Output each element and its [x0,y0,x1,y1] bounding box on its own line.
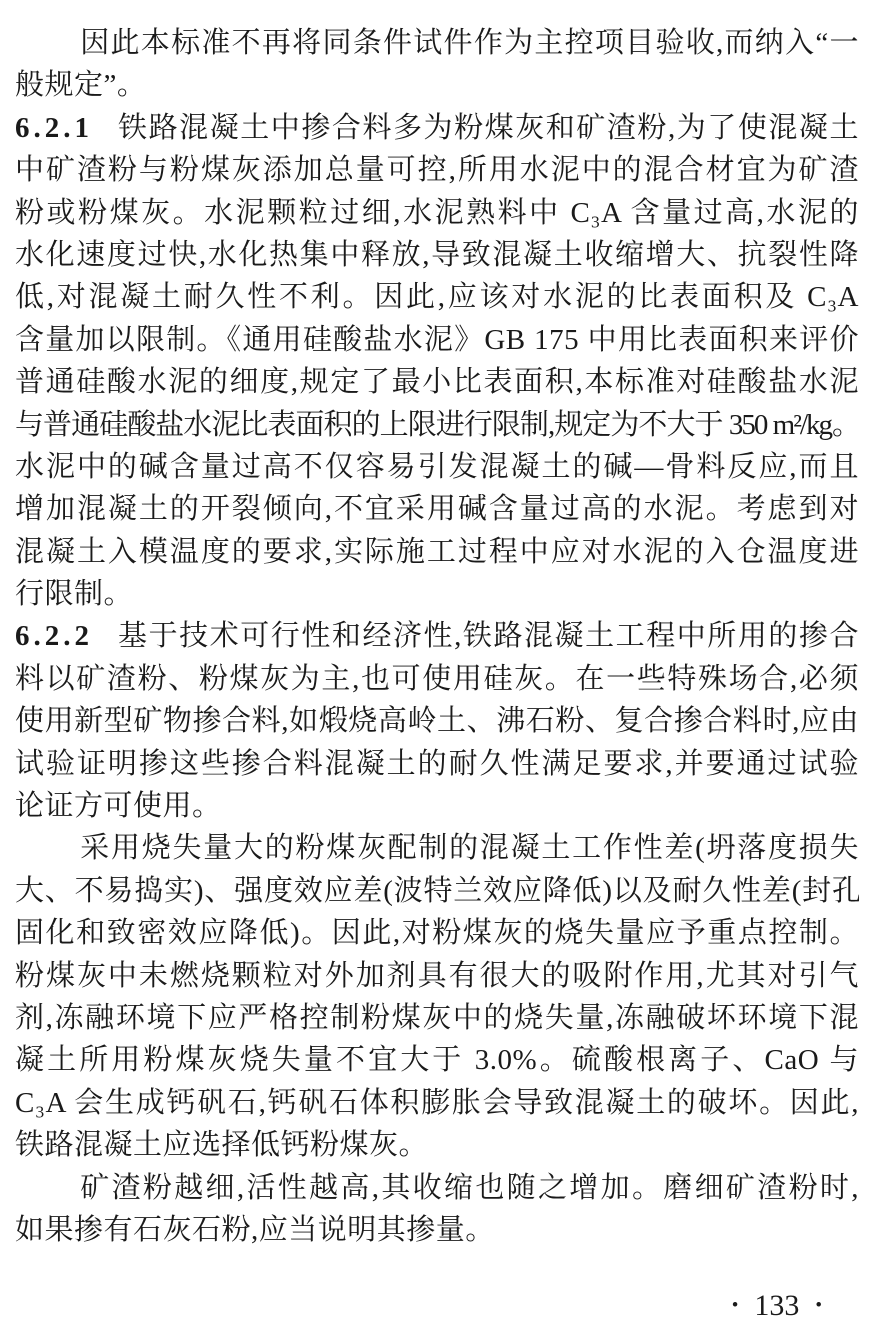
text-line: 中矿渣粉与粉煤灰添加总量可控,所用水泥中的混合材宜为矿渣 [15,154,859,187]
text-line: 行限制。 [15,578,134,611]
text-line: 增加混凝土的开裂倾向,不宜采用碱含量过高的水泥。考虑到对 [15,493,859,526]
page-footer [732,1286,822,1326]
text-line: 凝土所用粉煤灰烧失量不宜大于 3.0%。硫酸根离子、CaO 与 [15,1044,859,1077]
text-line: 采用烧失量大的粉煤灰配制的混凝土工作性差(坍落度损失 [80,832,859,865]
text-line: 矿渣粉越细,活性越高,其收缩也随之增加。磨细矿渣粉时, [80,1171,859,1204]
text-line: 因此本标准不再将同条件试件作为主控项目验收,而纳入“一 [80,27,859,59]
document-text [15,22,859,1251]
text-line: 水泥中的碱含量过高不仅容易引发混凝土的碱—骨料反应,而且 [15,450,859,483]
text-line: 铁路混凝土应选择低钙粉煤灰。 [15,1129,429,1162]
text-line: 剂,冻融环境下应严格控制粉煤灰中的烧失量,冻融破坏环境下混 [15,1001,859,1034]
text-line: 混凝土入模温度的要求,实际施工过程中应对水泥的入仓温度进 [15,535,859,568]
text-line: 试验证明掺这些掺合料混凝土的耐久性满足要求,并要通过试验 [15,747,859,780]
text-line: 6.2.2 基于技术可行性和经济性,铁路混凝土工程中所用的掺合 [15,620,859,653]
text-line: 低,对混凝土耐久性不利。因此,应该对水泥的比表面积及 C₃A [15,281,859,314]
text-line: 6.2.1 铁路混凝土中掺合料多为粉煤灰和矿渣粉,为了使混凝土 [15,111,859,144]
section-number: 6.2.2 [15,620,93,653]
text-line: 如果掺有石灰石粉,应当说明其掺量。 [15,1213,495,1246]
text-line: 固化和致密效应降低)。因此,对粉煤灰的烧失量应予重点控制。 [15,917,859,950]
text-line: 普通硅酸水泥的细度,规定了最小比表面积,本标准对硅酸盐水泥 [15,366,859,399]
text-line: 大、不易捣实)、强度效应差(波特兰效应降低)以及耐久性差(封孔 [15,874,859,907]
text-line: 使用新型矿物掺合料,如煅烧高岭土、沸石粉、复合掺合料时,应由 [15,705,859,738]
text-line: 粉煤灰中未燃烧颗粒对外加剂具有很大的吸附作用,尤其对引气 [15,959,859,992]
text-line: 含量加以限制。《通用硅酸盐水泥》GB 175 中用比表面积来评价 [15,323,859,356]
text-line: 般规定”。 [15,69,147,102]
text-line: 与普通硅酸盐水泥比表面积的上限进行限制,规定为不大于 350 m²/kg。 [15,408,859,441]
text-line: 水化速度过快,水化热集中释放,导致混凝土收缩增大、抗裂性降 [15,238,859,271]
text-line: 粉或粉煤灰。水泥颗粒过细,水泥熟料中 C₃A 含量过高,水泥的 [15,196,859,229]
section-number: 6.2.1 [15,111,93,144]
text-line: 论证方可使用。 [15,790,222,823]
footer-left-dot: • [731,1295,739,1316]
footer-right-dot: • [815,1295,822,1316]
page-number: 133 [754,1289,800,1322]
text-line: C₃A 会生成钙矾石,钙矾石体积膨胀会导致混凝土的破坏。因此, [15,1086,859,1119]
text-line: 料以矿渣粉、粉煤灰为主,也可使用硅灰。在一些特殊场合,必须 [15,662,859,695]
